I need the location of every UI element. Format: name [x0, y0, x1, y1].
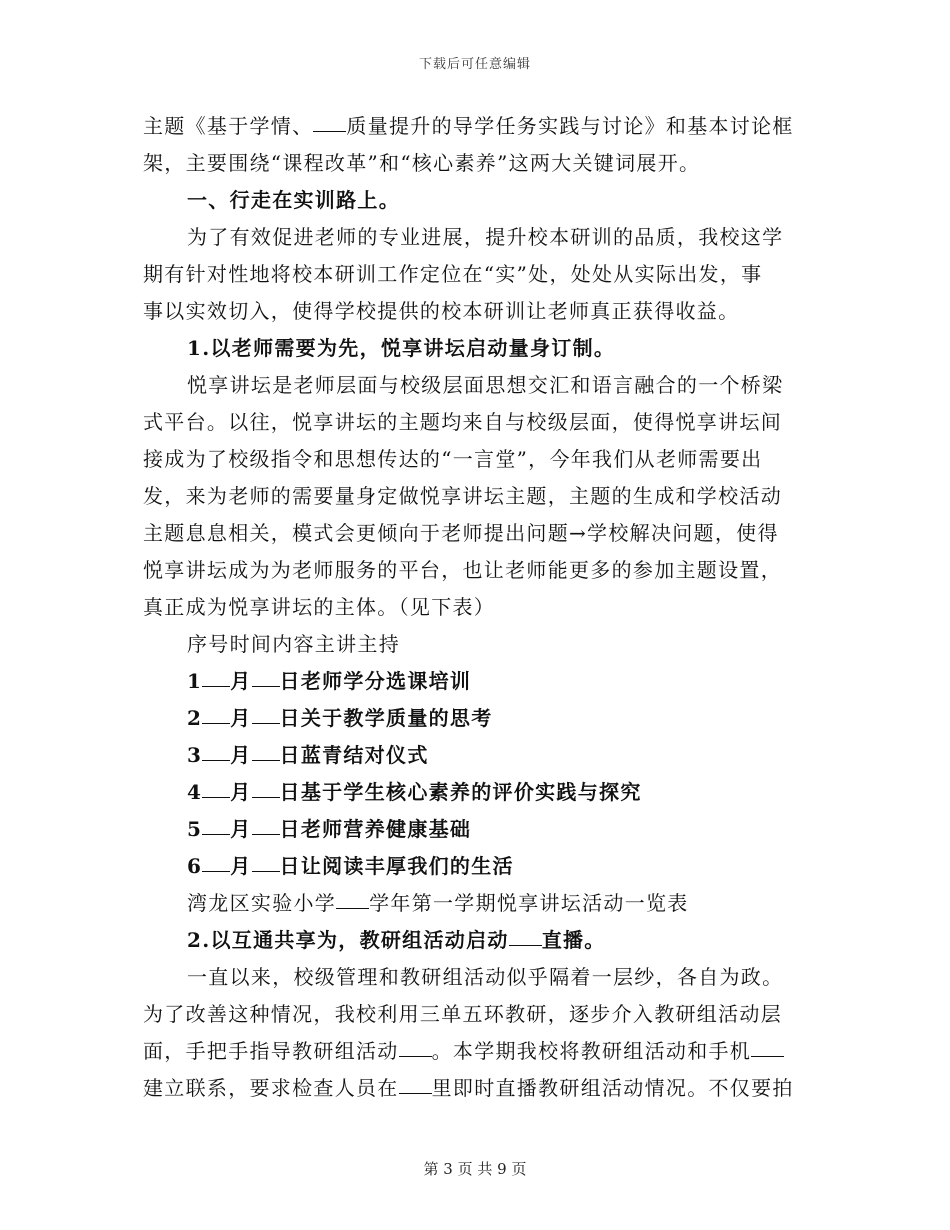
subsection-heading: 2.以互通共享为，教研组活动启动 直播。	[143, 922, 805, 959]
intro-line-2: 架，主要围绕“课程改革”和“核心素养”这两大关键词展开。	[143, 151, 701, 175]
table-row: 4 月 日基于学生核心素养的评价实践与探究	[143, 774, 805, 811]
paragraph-line: 一直以来，校级管理和教研组活动似乎隔着一层纱，各自为政。	[187, 965, 784, 989]
intro-text-a: 主题《基于学情、	[143, 114, 314, 138]
page-footer: 第 3 页 共 9 页	[423, 1160, 527, 1178]
section-heading: 一、行走在实训路上。	[187, 188, 400, 212]
paragraph-line: 发，来为老师的需要量身定做悦享讲坛主题，主题的生成和学校活动	[143, 484, 782, 508]
paragraph-line: 面，手把手指导教研组活动 。本学期我校将教研组活动和手机	[143, 1033, 805, 1070]
paragraph-line: 式平台。以往，悦享讲坛的主题均来自与校级层面，使得悦享讲坛间	[143, 410, 782, 434]
blank-underline	[313, 109, 346, 132]
paragraph-line: 主题息息相关，模式会更倾向于老师提出问题→学校解决问题，使得	[143, 521, 779, 545]
table-row: 1 月 日老师学分选课培训	[143, 663, 805, 700]
table-row: 2 月 日关于教学质量的思考	[143, 700, 805, 737]
paragraph-line: 为了改善这种情况，我校利用三单五环教研，逐步介入教研组活动层	[143, 1002, 782, 1026]
paragraph-line: 为了有效促进老师的专业进展，提升校本研训的品质，我校这学	[187, 225, 784, 249]
paragraph-line: 期有针对性地将校本研训工作定位在“实”处，处处从实际出发，事	[143, 262, 763, 286]
table-row: 3 月 日蓝青结对仪式	[143, 737, 805, 774]
table-caption: 湾龙区实验小学 学年第一学期悦享讲坛活动一览表	[143, 885, 805, 922]
subsection-heading: 1.以老师需要为先，悦享讲坛启动量身订制。	[187, 336, 616, 360]
document-body	[143, 108, 805, 1107]
paragraph-line: 接成为了校级指令和思想传达的“一言堂”，今年我们从老师需要出	[143, 447, 763, 471]
paragraph-line: 建立联系，要求检查人员在 里即时直播教研组活动情况。不仅要拍	[143, 1070, 805, 1107]
paragraph-line: 悦享讲坛成为为老师服务的平台，也让老师能更多的参加主题设置，	[143, 558, 782, 582]
intro-text-b: 质量提升的导学任务实践与讨论》和基本讨论框	[346, 114, 794, 138]
page-header: 下载后可任意编辑	[418, 57, 531, 72]
paragraph-line: 悦享讲坛是老师层面与校级层面思想交汇和语言融合的一个桥梁	[187, 373, 784, 397]
intro-line-1	[143, 108, 805, 145]
table-row: 5 月 日老师营养健康基础	[143, 811, 805, 848]
table-header: 序号时间内容主讲主持	[187, 632, 400, 656]
paragraph-line: 事以实效切入，使得学校提供的校本研训让老师真正获得收益。	[143, 299, 740, 323]
paragraph-line: 真正成为悦享讲坛的主体。（见下表）	[143, 595, 496, 619]
table-row: 6 月 日让阅读丰厚我们的生活	[143, 848, 805, 885]
